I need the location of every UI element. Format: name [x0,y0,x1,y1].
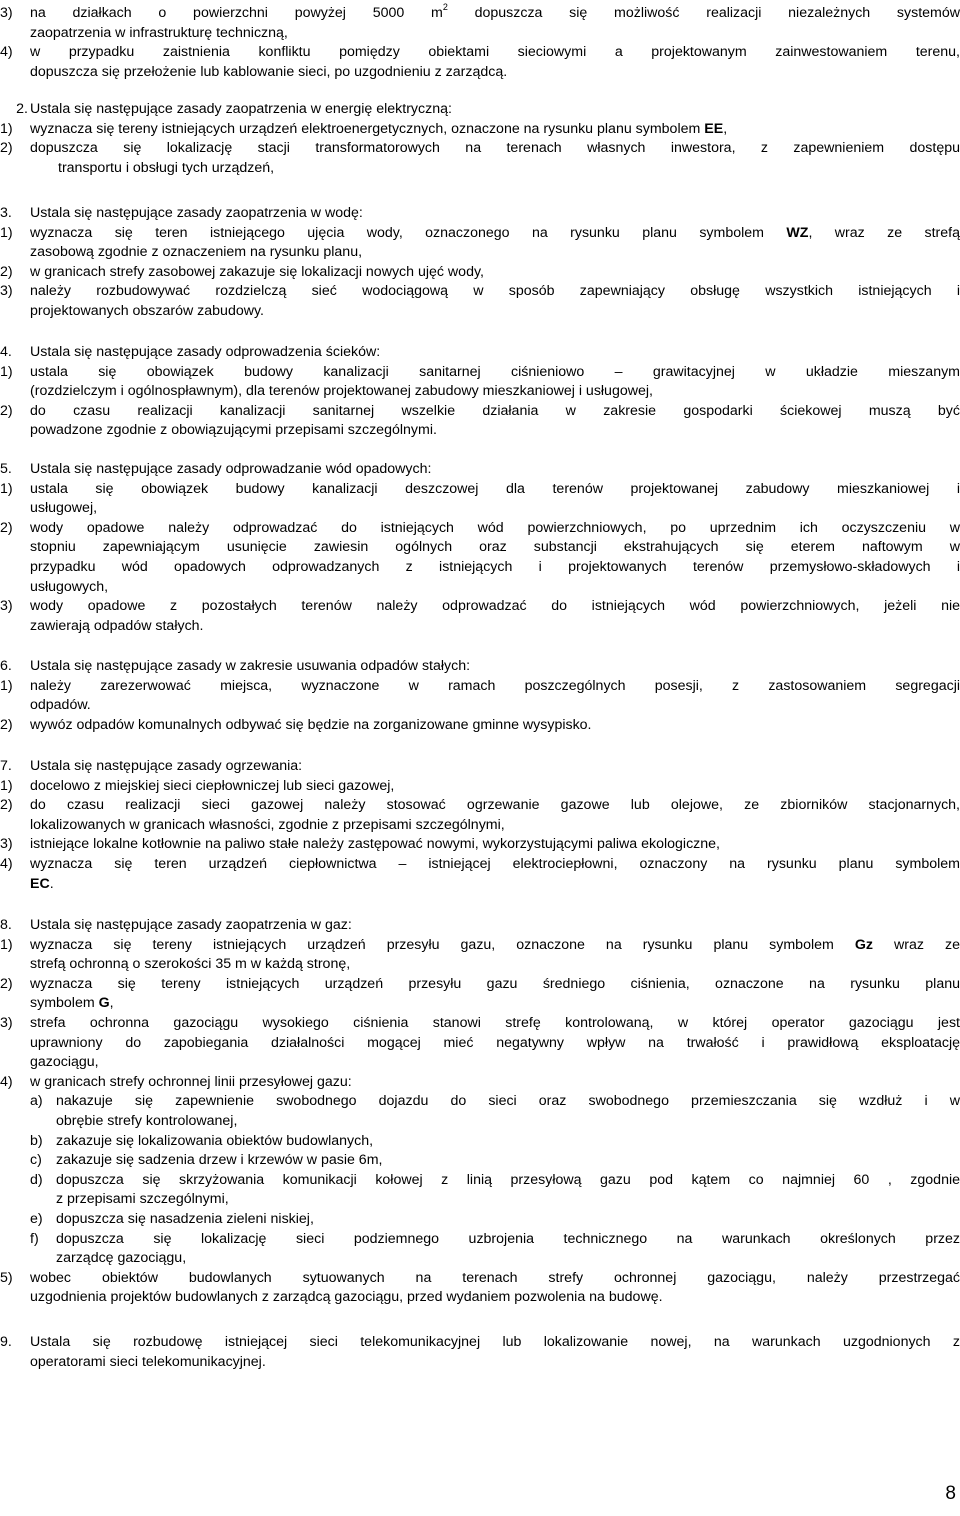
list-item [0,975,960,1014]
item-number: 2) [0,140,13,157]
text-line: zaopatrzenia w infrastrukturę techniczną, [30,24,288,41]
section-title: Ustala się następujące zasady zaopatrzenia w energię elektryczną: [30,101,452,117]
text-line: operatorami sieci telekomunikacyjnej. [30,1353,266,1370]
item-number: 3) [0,836,13,853]
list-item [0,120,960,140]
section-9 [0,1333,960,1372]
text-line: nakazuje się zapewnienie swobodnego dojazdu do sieci oraz swobodnego przemieszczania się wzdłuż i w [56,1093,960,1110]
item-number: 3) [0,283,13,300]
section-number: 4. [0,344,12,360]
text-line: transportu i obsługi tych urządzeń, [58,159,275,176]
text-line: do czasu realizacji kanalizacji sanitarnej wszelkie działania w zakresie gospodarki ściekowej muszą być [30,402,960,419]
text-line: powadzone zgodnie z obowiązującymi przepisami szczególnymi. [30,422,437,439]
text-line: zarządcę gazociągu, [56,1250,187,1267]
sub-list-item [0,1171,960,1210]
list-item [0,796,960,835]
item-number: 5) [0,1269,13,1286]
text-line: wyznacza się teren urządzeń ciepłownictwa – istniejącej elektrociepłowni, oznaczony na rysunku planu symbolem [30,855,960,872]
text-line: przypadku wód opadowych odprowadzanych z istniejących i projektowanych terenów przemysłowo-składowych i [30,558,960,575]
text-line: lokalizowanych w granicach własności, zgodnie z przepisami szczególnymi, [30,816,505,833]
list-item [0,677,960,716]
section-title: Ustala się następujące zasady w zakresie usuwania odpadów stałych: [30,658,471,674]
text-line: strefą ochronną o szerokości 35 m w każdą stronę, [30,956,351,973]
item-number: 3) [0,5,13,21]
text-line: ustala się obowiązek budowy kanalizacji sanitarnej ciśnieniowo – grawitacyjnej w układzie mieszanym [30,363,960,380]
item-number: 2) [0,402,13,419]
text-line: wywóz odpadów komunalnych odbywać się będzie na zorganizowane gminne wysypisko. [30,716,592,733]
item-number: 4) [0,855,13,872]
text-line: dopuszcza się skrzyżowania komunikacji kołowej z linią przesyłową gazu pod kątem co najmniej 60 , zgodnie [56,1171,960,1188]
text-line: wyznacza się tereny istniejących urządzeń przesyłu gazu, oznaczone na rysunku planu symbolem Gz wraz ze [30,936,960,953]
text-line: dopuszcza się nasadzenia zieleni niskiej, [56,1210,314,1227]
text-line: wobec obiektów budowlanych sytuowanych na terenach strefy ochronnej gazociągu, należy przestrzegać [30,1269,960,1286]
text-line: (rozdzielczym i ogólnospławnym), dla terenów projektowanej zabudowy mieszkaniowej i usługowej, [30,383,653,400]
item-letter: d) [30,1171,43,1188]
item-number: 1) [0,224,13,241]
item-number: 3) [0,1014,13,1031]
list-item [0,1269,960,1308]
item-number: 2) [0,519,13,536]
section-8 [0,916,960,1308]
section-7 [0,757,960,894]
text-line: na działkach o powierzchni powyżej 5000 $m^2$ dopuszcza się możliwość realizacji niezależnych systemów [30,2,960,21]
section-2 [0,100,960,178]
text-line: zakazuje się sadzenia drzew i krzewów w pasie 6m, [56,1152,383,1169]
list-item [0,4,960,43]
text-line: gazociągu, [30,1054,99,1071]
item-letter: e) [30,1210,43,1227]
list-item [0,716,960,736]
text-line: zakazuje się lokalizowania obiektów budowlanych, [56,1132,374,1149]
text-line: w granicach strefy ochronnej linii przesyłowej gazu: [30,1073,352,1090]
section-number: 5. [0,461,12,477]
section-6 [0,657,960,735]
text-line: symbolem G, [30,995,114,1012]
text-line: odpadów. [30,697,91,714]
text-line: do czasu realizacji sieci gazowej należy stosować ogrzewanie gazowe lub olejowe, ze zbiorników stacjonarnych, [30,797,960,814]
item-number: 1) [0,677,13,694]
list-item [0,282,960,321]
section-number: 8. [0,917,12,933]
text-line: z przepisami szczególnymi, [56,1191,229,1208]
item-number: 2) [0,797,13,814]
item-number: 1) [0,120,13,137]
text-line: dopuszcza się lokalizację sieci podziemnego uzbrojenia technicznego na warunkach określonych przez [56,1230,960,1247]
list-item [0,1014,960,1073]
list-item [0,597,960,636]
text-line: usługowych, [30,578,109,595]
section-title: Ustala się następujące zasady odprowadzanie wód opadowych: [30,461,432,477]
text-line: należy zarezerwować miejsca, wyznaczone w ramach poszczególnych posesji, z zastosowaniem segregacji [30,677,960,694]
item-number: 1) [0,363,13,380]
text-line: ustala się obowiązek budowy kanalizacji deszczowej dla terenów projektowanej zabudowy mieszkaniowej i [30,480,960,497]
text-line: dopuszcza się lokalizację stacji transformatorowych na terenach własnych inwestora, z zapewnieniem dostępu [30,140,960,157]
text-line: wody opadowe z pozostałych terenów należy odprowadzać do istniejących wód powierzchniowych, jeżeli nie [30,598,960,615]
section-number: 2. [16,101,28,117]
list-item [0,936,960,975]
list-item [0,835,960,855]
text-line: istniejące lokalne kotłownie na paliwo stałe należy zastępować nowymi, wykorzystującymi paliwa ekologiczne, [30,836,720,853]
text-line: zasobową zgodnie z oznaczeniem na rysunku planu, [30,244,363,261]
sub-list-item [0,1230,960,1269]
text-line: wyznacza się teren istniejącego ujęcia wody, oznaczonego na rysunku planu symbolem WZ, wraz ze strefą [30,224,960,241]
item-number: 1) [0,777,13,794]
section-5 [0,460,960,636]
list-item [0,363,960,402]
text-line: należy rozbudowywać rozdzielczą sieć wodociągową w sposób zapewniający obsługę wszystkich istniejących i [30,283,960,300]
text-line: Ustala się rozbudowę istniejącej sieci telekomunikacyjnej lub lokalizowanie nowej, na warunkach uzgodnionych z [30,1334,960,1350]
section-number: 3. [0,205,12,221]
item-letter: c) [30,1152,42,1169]
text-line: stopniu zapewniającym usunięcie zawiesin ogólnych oraz substancji ekstrahujących się eterem naftowym w [30,539,960,556]
item-number: 4) [0,44,13,61]
list-item [0,480,960,519]
list-item [0,1073,960,1093]
intro-block [0,4,960,82]
section-number: 6. [0,658,12,674]
section-3 [0,204,960,322]
list-item [0,855,960,894]
text-line: wyznacza się tereny istniejących urządzeń elektroenergetycznych, oznaczone na rysunku planu symbolem EE, [30,120,728,137]
list-item [0,263,960,283]
text-line: wyznacza się tereny istniejących urządzeń przesyłu gazu średniego ciśnienia, oznaczone na rysunku planu [30,975,960,992]
item-number: 4) [0,1073,13,1090]
item-number: 1) [0,936,13,953]
list-item [0,43,960,82]
section-number: 9. [0,1334,12,1350]
text-line: usługowej, [30,500,98,517]
text-line: uprawniony do zapobiegania działalności mogącej mieć negatywny wpływ na trwałość i prawidłową eksploatację [30,1034,960,1051]
section-title: Ustala się następujące zasady zaopatrzenia w wodę: [30,205,363,221]
section-title: Ustala się następujące zasady zaopatrzenia w gaz: [30,917,352,933]
item-number: 2) [0,716,13,733]
section-4 [0,343,960,441]
sub-list-item [0,1210,960,1230]
text-line: strefa ochronna gazociągu wysokiego ciśnienia stanowi strefę kontrolowaną, w której operator gazociągu jest [30,1014,960,1031]
item-number: 2) [0,263,13,280]
text-line: w granicach strefy zasobowej zakazuje się lokalizacji nowych ujęć wody, [30,263,484,280]
text-line: w przypadku zaistnienia konfliktu pomiędzy obiektami sieciowymi a projektowanym zainwestowaniem terenu, [30,44,960,61]
text-line: projektowanych obszarów zabudowy. [30,302,264,319]
text-line: EC. [30,875,54,892]
section-number: 7. [0,758,12,774]
page-number: 8 [945,1483,956,1504]
item-letter: b) [30,1132,43,1149]
text-line: wody opadowe należy odprowadzać do istniejących wód powierzchniowych, po uprzednim ich oczyszczeniu w [30,519,960,536]
text-line: uzgodnienia projektów budowlanych z zarządcą gazociągu, przed wydaniem pozwolenia na budowę. [30,1289,663,1306]
item-number: 1) [0,480,13,497]
list-item [0,402,960,441]
section-title: Ustala się następujące zasady ogrzewania: [30,758,303,774]
item-letter: f) [30,1230,39,1247]
item-number: 3) [0,598,13,615]
text-line: zawierają odpadów stałych. [30,617,204,634]
item-letter: a) [30,1093,43,1110]
section-title: Ustala się następujące zasady odprowadzenia ścieków: [30,344,381,360]
list-item [0,139,960,178]
text-line: dopuszcza się przełożenie lub kablowanie sieci, po uzgodnieniu z zarządcą. [30,63,508,80]
list-item [0,519,960,597]
sub-list-item [0,1151,960,1171]
list-item [0,777,960,797]
list-item [0,224,960,263]
sub-list-item [0,1132,960,1152]
text-line: docelowo z miejskiej sieci ciepłowniczej lub sieci gazowej, [30,777,395,794]
item-number: 2) [0,975,13,992]
text-line: obrębie strefy kontrolowanej, [56,1112,238,1129]
sub-list-item [0,1092,960,1131]
